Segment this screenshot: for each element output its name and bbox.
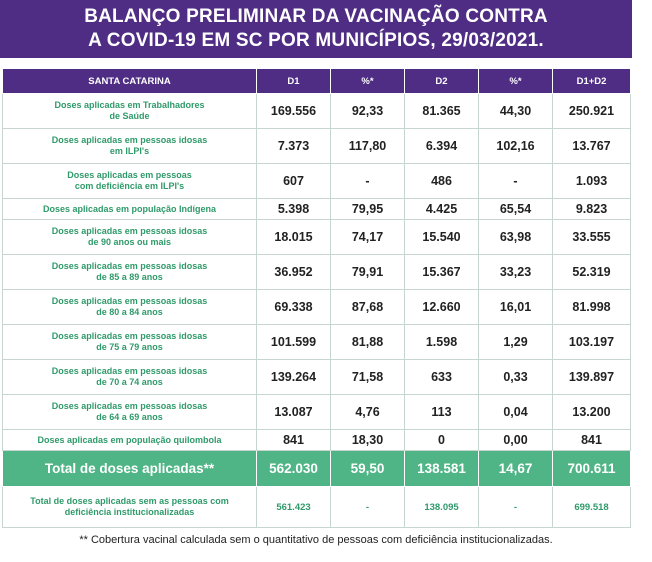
cell-d1-plus-d2: 81.998 <box>553 290 631 325</box>
row-label-line: deficiência institucionalizadas <box>64 507 195 517</box>
row-label <box>3 360 257 395</box>
row-label <box>3 430 257 451</box>
row-label-line: de Saúde <box>109 111 150 121</box>
cell-d2: 81.365 <box>405 94 479 129</box>
cell-pct-d2: 102,16 <box>479 129 553 164</box>
title-banner <box>0 0 632 58</box>
row-label-line: Doses aplicadas em população quilombola <box>37 434 222 445</box>
cell-d2: 6.394 <box>405 129 479 164</box>
row-label <box>3 94 257 129</box>
cell-d1-plus-d2: 1.093 <box>553 164 631 199</box>
cell-pct-d2: 0,00 <box>479 430 553 451</box>
title-line-2: A COVID-19 EM SC POR MUNICÍPIOS, 29/03/2021. <box>88 30 544 51</box>
excl-cell-d2: 138.095 <box>405 487 479 528</box>
total-row <box>3 451 631 487</box>
cell-d1: 18.015 <box>257 220 331 255</box>
row-label-line: de 70 a 74 anos <box>96 377 163 387</box>
table-row <box>3 199 631 220</box>
cell-d2: 0 <box>405 430 479 451</box>
header-d1: D1 <box>257 69 331 94</box>
cell-d1: 169.556 <box>257 94 331 129</box>
row-label-line: Doses aplicadas em pessoas idosas <box>51 296 208 306</box>
row-label <box>3 199 257 220</box>
cell-d2: 113 <box>405 395 479 430</box>
cell-d1-plus-d2: 33.555 <box>553 220 631 255</box>
row-label <box>3 395 257 430</box>
cell-d1-plus-d2: 13.200 <box>553 395 631 430</box>
row-label <box>3 129 257 164</box>
row-label-line: de 85 a 89 anos <box>96 272 163 282</box>
row-label-line: com deficiência em ILPI's <box>74 181 185 191</box>
cell-pct-d1: - <box>331 164 405 199</box>
cell-d1: 139.264 <box>257 360 331 395</box>
cell-d2: 15.540 <box>405 220 479 255</box>
table-header-row <box>3 69 631 94</box>
table-row <box>3 129 631 164</box>
total-cell-pct-d1: 59,50 <box>331 451 405 487</box>
cell-pct-d1: 4,76 <box>331 395 405 430</box>
table-row <box>3 430 631 451</box>
cell-pct-d2: 16,01 <box>479 290 553 325</box>
cell-d1: 13.087 <box>257 395 331 430</box>
cell-pct-d1: 79,95 <box>331 199 405 220</box>
cell-pct-d2: 65,54 <box>479 199 553 220</box>
row-label-line: de 64 a 69 anos <box>96 412 163 422</box>
row-label-line: Doses aplicadas em pessoas <box>67 170 192 180</box>
table-row <box>3 220 631 255</box>
cell-d2: 4.425 <box>405 199 479 220</box>
excl-cell-pct-d2: - <box>479 487 553 528</box>
cell-d1: 69.338 <box>257 290 331 325</box>
table-row <box>3 255 631 290</box>
header-pct-d2: %* <box>479 69 553 94</box>
table-row <box>3 325 631 360</box>
excl-cell-d1: 561.423 <box>257 487 331 528</box>
row-label <box>3 487 257 528</box>
cell-d2: 1.598 <box>405 325 479 360</box>
row-label-line: Doses aplicadas em pessoas idosas <box>51 226 208 236</box>
total-label: Total de doses aplicadas** <box>3 451 257 487</box>
row-label <box>3 220 257 255</box>
cell-pct-d2: 44,30 <box>479 94 553 129</box>
total-cell-d2: 138.581 <box>405 451 479 487</box>
cell-d2: 15.367 <box>405 255 479 290</box>
table-row <box>3 94 631 129</box>
cell-d1-plus-d2: 841 <box>553 430 631 451</box>
header-d2: D2 <box>405 69 479 94</box>
row-label-line: de 80 a 84 anos <box>96 307 163 317</box>
cell-d1-plus-d2: 52.319 <box>553 255 631 290</box>
cell-pct-d1: 74,17 <box>331 220 405 255</box>
cell-d1: 101.599 <box>257 325 331 360</box>
row-label-line: Doses aplicadas em pessoas idosas <box>51 331 208 341</box>
cell-pct-d2: 33,23 <box>479 255 553 290</box>
cell-pct-d2: - <box>479 164 553 199</box>
cell-d1-plus-d2: 250.921 <box>553 94 631 129</box>
cell-d1: 36.952 <box>257 255 331 290</box>
cell-d2: 486 <box>405 164 479 199</box>
row-label-line: Total de doses aplicadas sem as pessoas com <box>30 496 229 506</box>
row-label <box>3 290 257 325</box>
table-row <box>3 395 631 430</box>
vaccination-table-wrapper <box>2 68 630 528</box>
total-excluding-row <box>3 487 631 528</box>
cell-pct-d1: 79,91 <box>331 255 405 290</box>
row-label-line: Doses aplicadas em pessoas idosas <box>51 366 208 376</box>
cell-d2: 12.660 <box>405 290 479 325</box>
row-label-line: Doses aplicadas em população Indígena <box>42 203 217 214</box>
total-cell-pct-d2: 14,67 <box>479 451 553 487</box>
row-label-line: em ILPI's <box>109 146 150 156</box>
header-d1-plus-d2: D1+D2 <box>553 69 631 94</box>
excl-cell-d1-plus-d2: 699.518 <box>553 487 631 528</box>
cell-d1-plus-d2: 9.823 <box>553 199 631 220</box>
cell-d1: 7.373 <box>257 129 331 164</box>
footnote: ** Cobertura vacinal calculada sem o quantitativo de pessoas com deficiência institucionalizadas. <box>79 534 553 546</box>
cell-pct-d1: 117,80 <box>331 129 405 164</box>
cell-pct-d1: 81,88 <box>331 325 405 360</box>
cell-pct-d2: 0,33 <box>479 360 553 395</box>
total-cell-d1: 562.030 <box>257 451 331 487</box>
total-cell-d1-plus-d2: 700.611 <box>553 451 631 487</box>
row-label-line: de 75 a 79 anos <box>96 342 163 352</box>
row-label-line: Doses aplicadas em pessoas idosas <box>51 401 208 411</box>
vaccination-table <box>2 68 631 528</box>
table-row <box>3 164 631 199</box>
table-row <box>3 290 631 325</box>
header-state: SANTA CATARINA <box>3 69 257 94</box>
cell-d1: 5.398 <box>257 199 331 220</box>
cell-d1: 607 <box>257 164 331 199</box>
cell-pct-d2: 1,29 <box>479 325 553 360</box>
header-pct-d1: %* <box>331 69 405 94</box>
row-label <box>3 325 257 360</box>
cell-d1-plus-d2: 139.897 <box>553 360 631 395</box>
row-label <box>3 255 257 290</box>
cell-d1: 841 <box>257 430 331 451</box>
cell-pct-d2: 63,98 <box>479 220 553 255</box>
cell-pct-d1: 18,30 <box>331 430 405 451</box>
table-row <box>3 360 631 395</box>
row-label-line: Doses aplicadas em pessoas idosas <box>51 135 208 145</box>
row-label-line: de 90 anos ou mais <box>87 237 172 247</box>
cell-pct-d1: 92,33 <box>331 94 405 129</box>
cell-d1-plus-d2: 13.767 <box>553 129 631 164</box>
title-line-1: BALANÇO PRELIMINAR DA VACINAÇÃO CONTRA <box>84 6 548 27</box>
row-label-line: Doses aplicadas em pessoas idosas <box>51 261 208 271</box>
cell-pct-d1: 87,68 <box>331 290 405 325</box>
table-body <box>3 94 631 528</box>
cell-pct-d2: 0,04 <box>479 395 553 430</box>
row-label <box>3 164 257 199</box>
cell-pct-d1: 71,58 <box>331 360 405 395</box>
excl-cell-pct-d1: - <box>331 487 405 528</box>
row-label-line: Doses aplicadas em Trabalhadores <box>54 100 205 110</box>
cell-d2: 633 <box>405 360 479 395</box>
cell-d1-plus-d2: 103.197 <box>553 325 631 360</box>
